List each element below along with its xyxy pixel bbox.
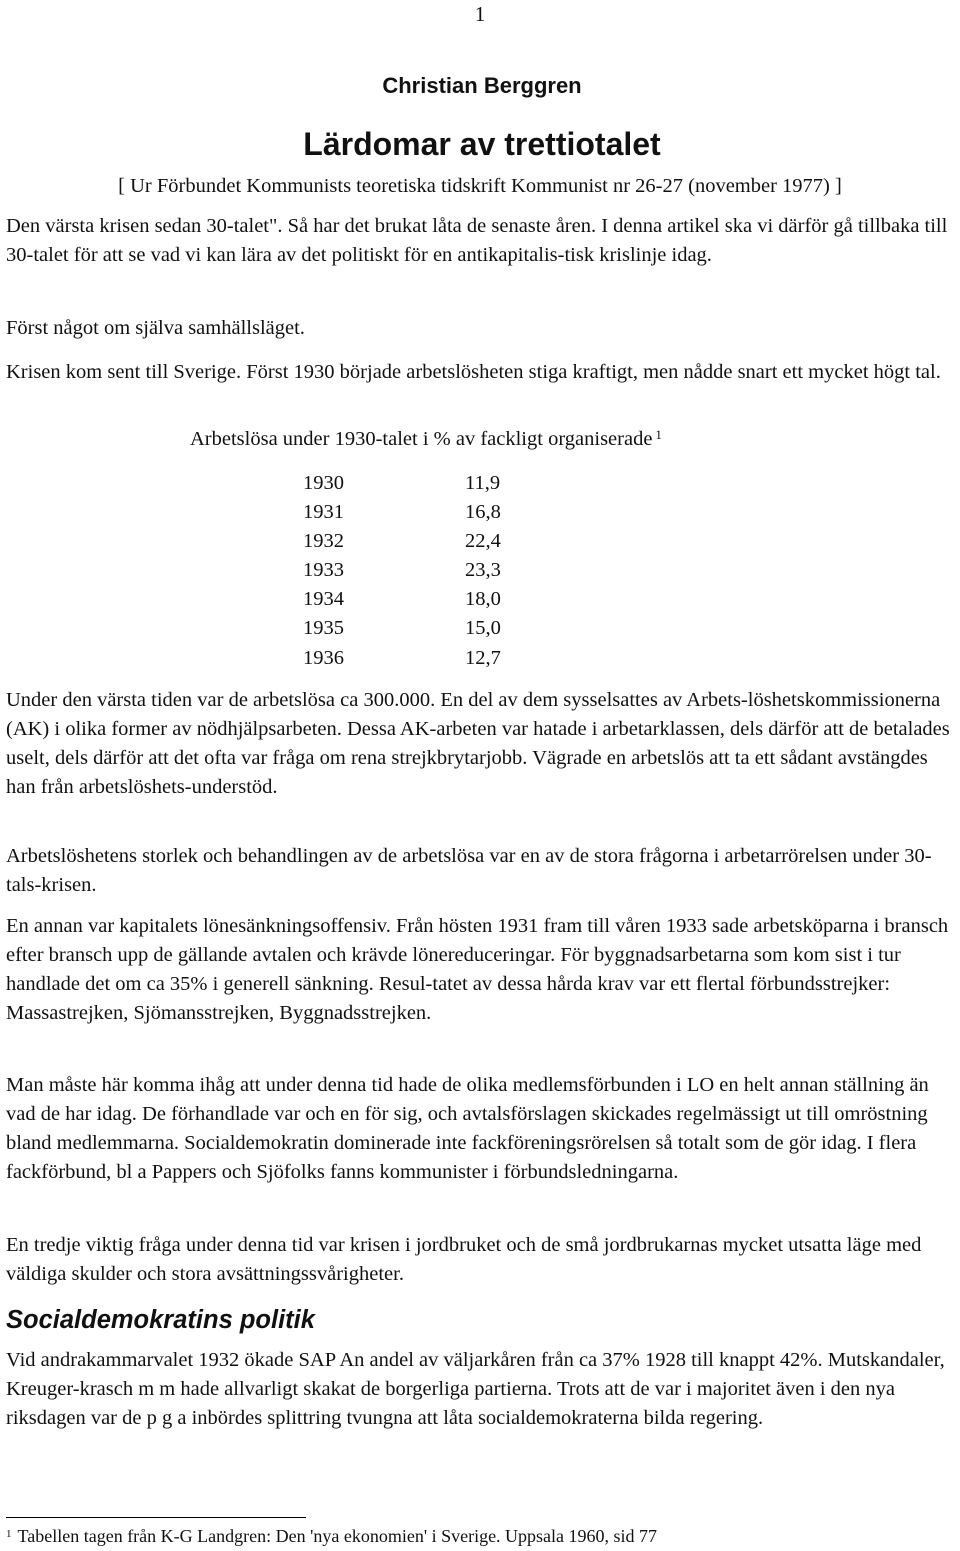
intro-paragraph-3: Krisen kom sent till Sverige. Först 1930 började arbetslösheten stiga kraftigt, men nådde snart ett mycket högt tal.	[6, 361, 941, 383]
intro-paragraph-2: Först något om själva samhällsläget.	[6, 317, 305, 339]
page-number: 1	[474, 2, 486, 26]
table-value: 15,0	[465, 617, 501, 639]
table-caption	[190, 428, 662, 451]
article-title: Lärdomar av trettiotalet	[303, 126, 661, 162]
table-year: 1934	[303, 588, 344, 610]
table-row	[303, 644, 501, 673]
table-value: 12,7	[465, 647, 501, 669]
table-row	[303, 498, 501, 527]
table-row	[303, 585, 501, 614]
table-row	[303, 556, 501, 585]
footnote-divider	[6, 1517, 306, 1518]
table-value: 18,0	[465, 588, 501, 610]
table-value: 11,9	[465, 472, 501, 494]
footnote-text: Tabellen tagen från K-G Landgren: Den 'nya ekonomien' i Sverige. Uppsala 1960, sid 77	[17, 1526, 658, 1546]
footnote-marker: 1	[6, 1528, 12, 1540]
table-year: 1935	[303, 617, 344, 639]
body-paragraph-3: En annan var kapitalets lönesänkningsoffensiv. Från hösten 1931 fram till våren 1933 sade arbetsköparna i bransch efter bransch upp de gällande avtalen och krävde lönereduceringar. För byggnadsarbetarna som kom sist i tur handlade det om ca 35% i generell sänkning. Resul-tatet av dessa hårda krav var ett flertal förbundsstrejker: Massastrejken, Sjömansstrejken, Byggnadsstrejken.	[6, 915, 949, 1024]
table-value: 22,4	[465, 530, 501, 552]
author-name: Christian Berggren	[382, 73, 582, 98]
table-year: 1931	[303, 501, 344, 523]
intro-paragraph-1: Den värsta krisen sedan 30-talet". Så har det brukat låta de senaste åren. I denna artikel ska vi därför gå tillbaka till 30-talet för att se vad vi kan lära av det politiskt för en antikapitalis-tisk krislinje idag.	[6, 215, 948, 266]
table-row	[303, 614, 501, 643]
table-row	[303, 527, 501, 556]
table-year: 1932	[303, 530, 344, 552]
body-paragraph-4: Man måste här komma ihåg att under denna tid hade de olika medlemsförbunden i LO en helt annan ställning än vad de har idag. De förhandlade var och en för sig, och avtalsförslagen skickades regelmässigt ut till omröstning bland medlemmarna. Socialdemokratin dominerade inte fackföreningsrörelsen så totalt som de gör idag. I flera fackförbund, bl a Pappers och Sjöfolks fanns kommunister i förbundsledningarna.	[6, 1074, 929, 1183]
table-row	[303, 469, 500, 498]
table-year: 1930	[303, 472, 344, 494]
table-value: 23,3	[465, 559, 501, 581]
table-value: 16,8	[465, 501, 501, 523]
section-heading: Socialdemokratins politik	[6, 1306, 315, 1334]
footnote	[6, 1526, 657, 1547]
body-paragraph-2: Arbetslöshetens storlek och behandlingen av de arbetslösa var en av de stora frågorna i arbetarrörelsen under 30-tals-krisen.	[6, 845, 932, 896]
section-paragraph-1: Vid andrakammarvalet 1932 ökade SAP An andel av väljarkåren från ca 37% 1928 till knappt 42%. Mutskandaler, Kreuger-krasch m m hade allvarligt skakat de borgerliga partierna. Trots att de var i majoritet även i den nya riksdagen var de p g a inbördes splittring tvungna att låta socialdemokraterna bilda regering.	[6, 1349, 945, 1429]
table-year: 1933	[303, 559, 344, 581]
body-paragraph-1: Under den värsta tiden var de arbetslösa ca 300.000. En del av dem sysselsattes av Arbets-löshetskommissionerna (AK) i olika former av nödhjälpsarbeten. Dessa AK-arbeten var hatade i arbetarklassen, dels därför att de betalades uselt, dels därför att det ofta var fråga om rena strejkbrytarjobb. Vägrade en arbetslös att ta ett sådant avstängdes han från arbetslöshets-understöd.	[6, 689, 950, 798]
footnote-reference: 1	[655, 427, 662, 442]
source-line: [ Ur Förbundet Kommunists teoretiska tidskrift Kommunist nr 26-27 (november 1977) ]	[118, 175, 842, 197]
body-paragraph-5: En tredje viktig fråga under denna tid var krisen i jordbruket och de små jordbrukarnas mycket utsatta läge med väldiga skulder och stora avsättningssvårigheter.	[6, 1234, 922, 1285]
table-year: 1936	[303, 647, 344, 669]
table-caption-text: Arbetslösa under 1930-talet i % av fackligt organiserade	[190, 428, 653, 450]
